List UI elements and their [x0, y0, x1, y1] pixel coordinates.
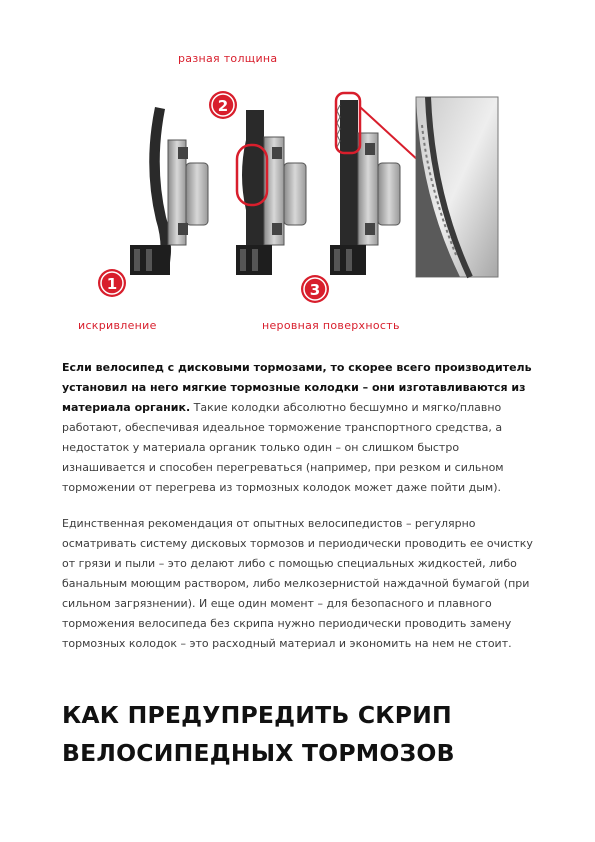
badge-2 [209, 91, 237, 119]
paragraph-recommendation: Единственная рекомендация от опытных велосипедистов – регулярно осматривать систему дисковых тормозов и периодически проводить ее очистку от грязи и пыли – это делают либо с помощью специальных жидкостей, либо банальным моющим раствором, либо мелкозернистой наждачной бумагой (при сильном загрязнении). И еще один момент – для безопасного и плавного торможения велосипеда без скрипа нужно периодически проводить замену тормозных колодок – это расходный материал и экономить на нем не стоит. [62, 517, 533, 650]
badge-3 [301, 275, 329, 303]
warped-disc [130, 107, 208, 275]
svg-text:2: 2 [217, 97, 229, 115]
label-warping: искривление [78, 319, 157, 332]
paragraph-organic-pads-text: Такие колодки абсолютно бесшумно и мягко/плавно работают, обеспечивая идеальное торможение транспортного средства, а недостаток у материала органик только один – он слишком быстро изнашивается и способен перегреваться (например, при резком и сильном торможении от перегрева из тормозных колодок может даже пойти дым). [62, 401, 504, 494]
paragraph-organic-pads [62, 358, 540, 498]
label-variable-thickness: разная толщина [178, 52, 278, 65]
svg-text:1: 1 [106, 275, 118, 293]
thickness-disc [236, 110, 306, 275]
label-uneven-surface: неровная поверхность [262, 319, 400, 332]
badge-1 [98, 269, 126, 297]
disc-closeup-photo [416, 97, 498, 277]
svg-text:3: 3 [309, 281, 321, 299]
brake-disc-diagram [60, 45, 510, 345]
brake-disc-figure [60, 45, 510, 345]
paragraph-organic-pads-bold: Если велосипед с дисковыми тормозами, то скорее всего производитель установил на него мягкие тормозные колодки – они изготавливаются из материала органик. [62, 361, 532, 414]
section-heading: КАК ПРЕДУПРЕДИТЬ СКРИП ВЕЛОСИПЕДНЫХ ТОРМОЗОВ [62, 701, 455, 767]
